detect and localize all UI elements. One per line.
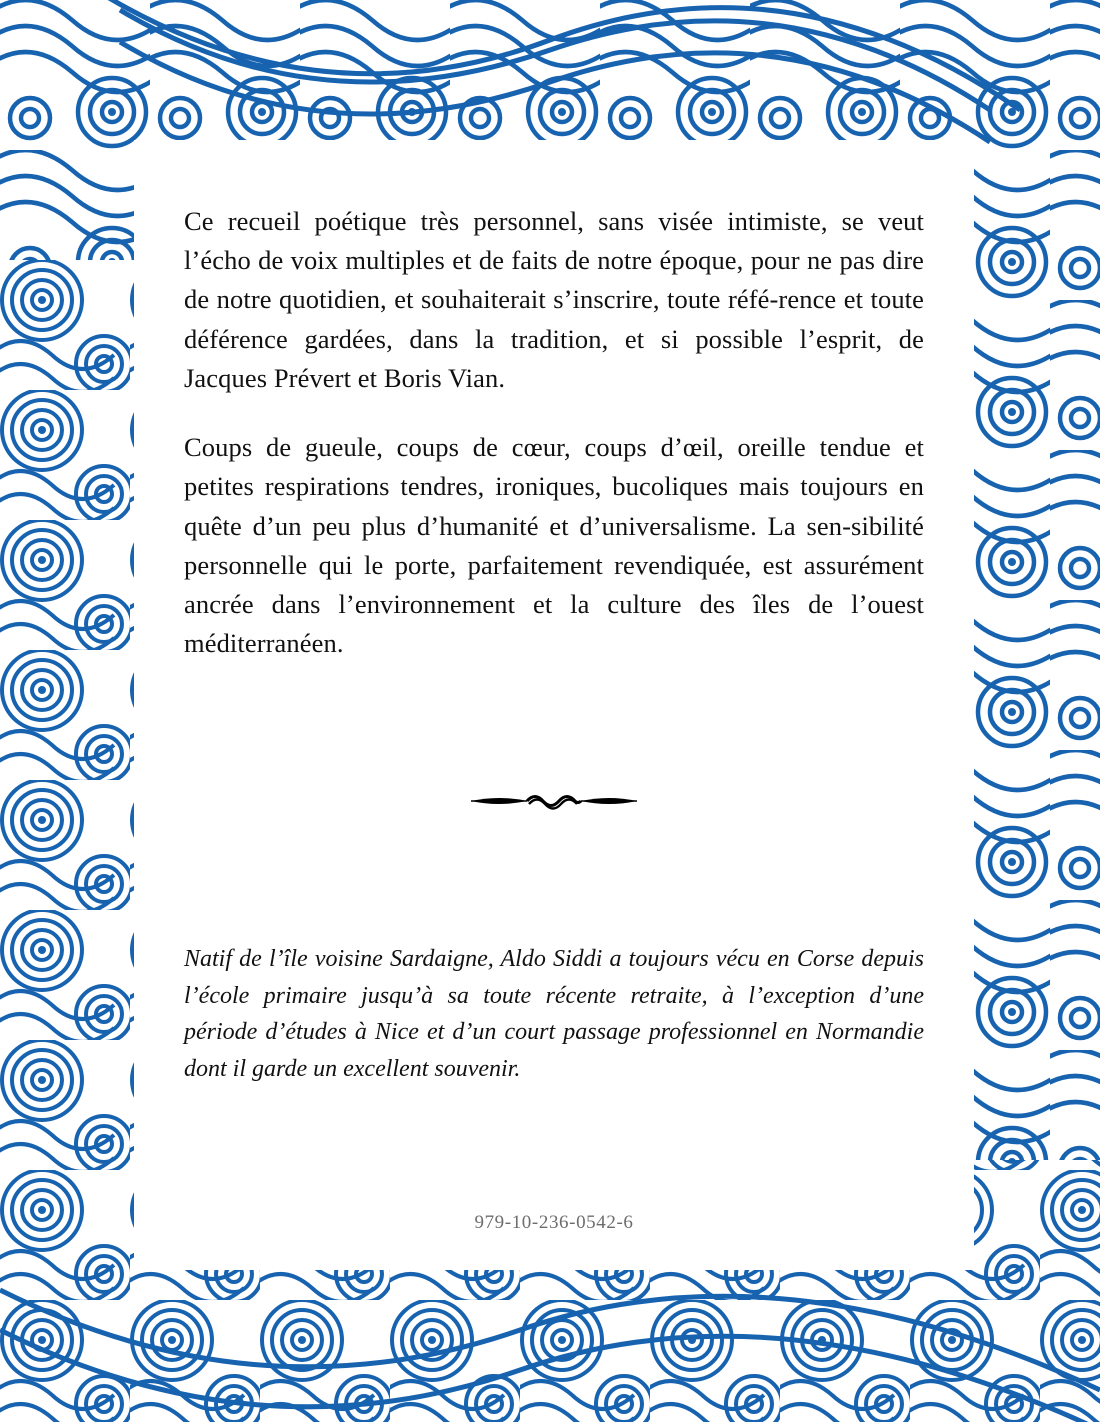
wave-flourish-divider-icon [184,781,924,821]
blurb-content [184,202,924,1233]
author-biography-note: Natif de l’île voisine Sardaigne, Aldo Siddi a toujours vécu en Corse depuis l’école primaire jusqu’à sa toute récente retraite, à l’exception d’une période d’études à Nice et d’un court passage professionnel en Normandie dont il garde un excellent souvenir. [184,946,924,1082]
blurb-paragraph-2: Coups de gueule, coups de cœur, coups d’œil, oreille tendue et petites respirations tendres, ironiques, bucoliques mais toujours en quête d’un peu plus d’humanité et d’universalisme. La sen-sibilité personnelle qui le porte, parfaitement revendiquée, est assurément ancrée dans l’environnement et la culture des îles de l’ouest méditerranéen. [184,432,924,659]
isbn-number: 979-10-236-0542-6 [474,1212,634,1233]
text-panel [134,140,974,1270]
blurb-paragraph-1: Ce recueil poétique très personnel, sans visée intimiste, se veut l’écho de voix multiples et de faits de notre époque, pour ne pas dire de notre quotidien, et souhaiterait s’inscrire, toute réfé-rence et toute déférence gardées, dans la tradition, et si possible l’esprit, de Jacques Prévert et Boris Vian. [184,206,924,393]
